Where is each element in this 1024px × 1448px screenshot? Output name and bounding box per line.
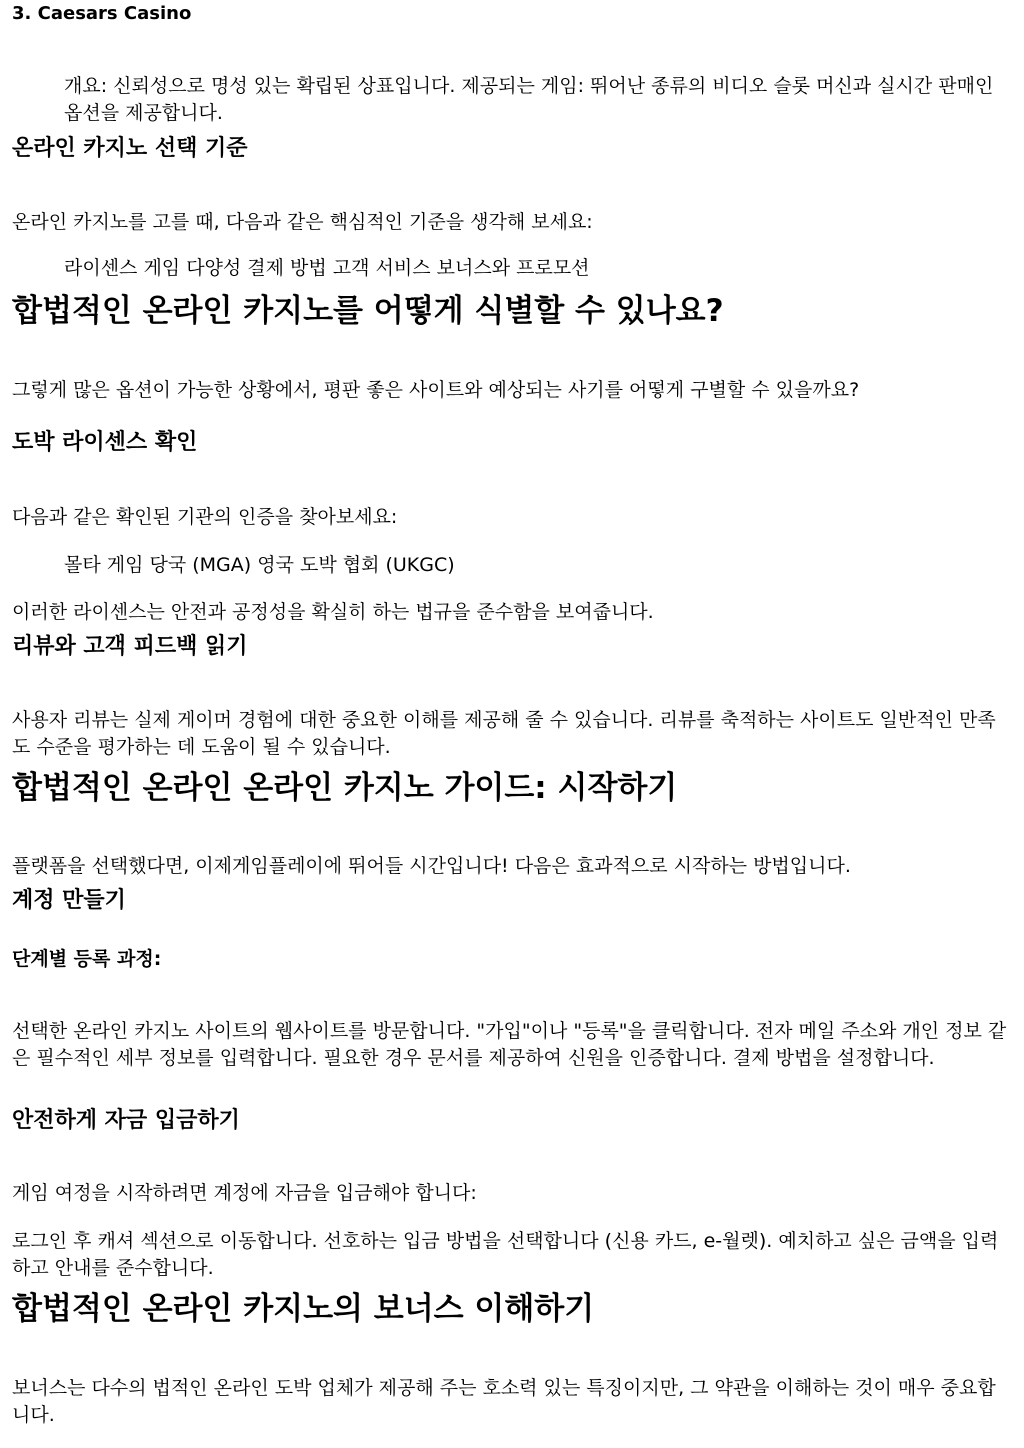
heading-reviews: 리뷰와 고객 피드백 읽기 [12,634,248,659]
heading-bonus: 합법적인 온라인 카지노의 보너스 이해하기 [12,1291,595,1327]
heading-create-account: 계정 만들기 [12,888,126,913]
heading-license-check: 도박 라이센스 확인 [12,430,198,455]
guide-intro: 플랫폼을 선택했다면, 이제게임플레이에 뛰어들 시간입니다! 다음은 효과적으로 시작하는 방법입니다. [12,855,851,877]
heading-registration-steps: 단계별 등록 과정: [12,948,162,970]
reviews-text: 사용자 리뷰는 실제 게이머 경험에 대한 중요한 이해를 제공해 줄 수 있습니다. 리뷰를 축적하는 사이트도 일반적인 만족도 수준을 평가하는 데 도움이 될 수 있습니다. [12,709,996,758]
criteria-intro: 온라인 카지노를 고를 때, 다음과 같은 핵심적인 기준을 생각해 보세요: [12,211,593,233]
heading-deposit: 안전하게 자금 입금하기 [12,1108,240,1133]
heading-identify-legit: 합법적인 온라인 카지노를 어떻게 식별할 수 있나요? [12,293,724,329]
license-list: 몰타 게임 당국 (MGA) 영국 도박 협회 (UKGC) [64,554,455,576]
heading-caesars-casino: 3. Caesars Casino [12,3,192,24]
identify-intro: 그렇게 많은 옵션이 가능한 상황에서, 평판 좋은 사이트와 예상되는 사기를 어떻게 구별할 수 있을까요? [12,379,860,401]
registration-steps-text: 선택한 온라인 카지노 사이트의 웹사이트를 방문합니다. "가입"이나 "등록"을 클릭합니다. 전자 메일 주소와 개인 정보 같은 필수적인 세부 정보를 입력합니다. 필요한 경우 문서를 제공하여 신원을 인증합니다. 결제 방법을 설정합니다. [12,1020,1007,1069]
deposit-intro: 게임 여정을 시작하려면 계정에 자금을 입금해야 합니다: [12,1182,477,1204]
heading-guide-start: 합법적인 온라인 온라인 카지노 가이드: 시작하기 [12,770,678,806]
deposit-text: 로그인 후 캐셔 섹션으로 이동합니다. 선호하는 입금 방법을 선택합니다 (신용 카드, e-월렛). 예치하고 싶은 금액을 입력하고 안내를 준수합니다. [12,1230,999,1279]
bonus-text: 보너스는 다수의 법적인 온라인 도박 업체가 제공해 주는 호소력 있는 특징이지만, 그 약관을 이해하는 것이 매우 중요합니다. [12,1377,996,1426]
license-note: 이러한 라이센스는 안전과 공정성을 확실히 하는 법규을 준수함을 보여줍니다. [12,601,654,623]
heading-selection-criteria: 온라인 카지노 선택 기준 [12,136,248,161]
criteria-list: 라이센스 게임 다양성 결제 방법 고객 서비스 보너스와 프로모션 [64,257,590,279]
license-intro: 다음과 같은 확인된 기관의 인증을 찾아보세요: [12,506,398,528]
caesars-description: 개요: 신뢰성으로 명성 있는 확립된 상표입니다. 제공되는 게임: 뛰어난 종류의 비디오 슬롯 머신과 실시간 판매인 옵션을 제공합니다. [64,75,994,124]
